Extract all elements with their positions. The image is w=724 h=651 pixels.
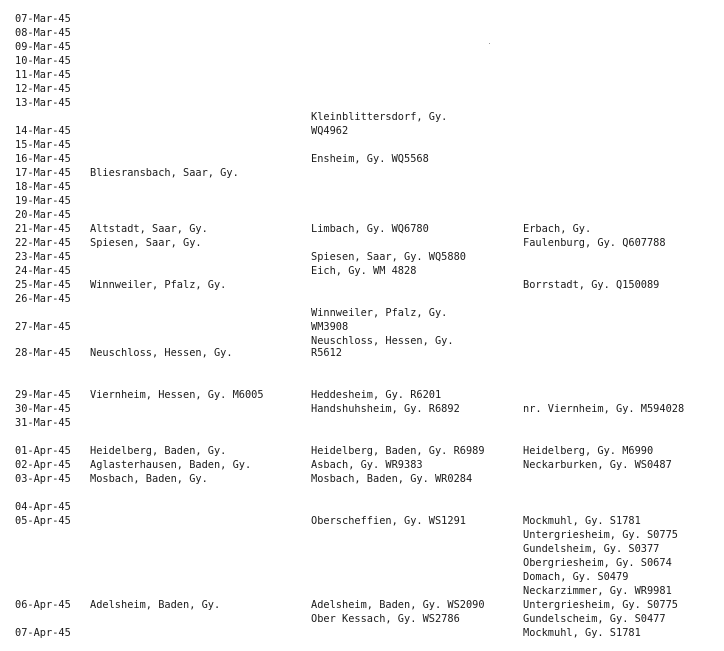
place-cell: WQ4962 xyxy=(311,125,349,137)
date-cell: 04-Apr-45 xyxy=(15,501,71,513)
date-cell: 15-Mar-45 xyxy=(15,139,71,151)
place-cell: Adelsheim, Baden, Gy. WS2090 xyxy=(311,599,485,611)
place-cell: Heidelberg, Baden, Gy. R6989 xyxy=(311,445,485,457)
place-cell: Kleinblittersdorf, Gy. xyxy=(311,111,448,123)
place-secondary-cell: Domach, Gy. S0479 xyxy=(523,571,629,583)
place-secondary-cell: Neckarburken, Gy. WS0487 xyxy=(523,459,672,471)
date-cell: 07-Mar-45 xyxy=(15,13,71,25)
date-cell: 17-Mar-45 xyxy=(15,167,71,179)
place-secondary-cell: Mockmuhl, Gy. S1781 xyxy=(523,627,641,639)
location-cell: Neuschloss, Hessen, Gy. xyxy=(90,347,233,359)
place-secondary-cell: Gundelsheim, Gy. S0377 xyxy=(523,543,660,555)
place-secondary-cell: nr. Viernheim, Gy. M594028 xyxy=(523,403,685,415)
date-cell: 10-Mar-45 xyxy=(15,55,71,67)
place-cell: Handshuhsheim, Gy. R6892 xyxy=(311,403,460,415)
place-cell: Mosbach, Baden, Gy. WR0284 xyxy=(311,473,473,485)
date-cell: 21-Mar-45 xyxy=(15,223,71,235)
place-cell: Oberscheffien, Gy. WS1291 xyxy=(311,515,466,527)
location-cell: Aglasterhausen, Baden, Gy. xyxy=(90,459,252,471)
date-cell: 01-Apr-45 xyxy=(15,445,71,457)
place-secondary-cell: Gundelscheim, Gy. S0477 xyxy=(523,613,666,625)
place-secondary-cell: Obergriesheim, Gy. S0674 xyxy=(523,557,672,569)
place-secondary-cell: Borrstadt, Gy. Q150089 xyxy=(523,279,660,291)
place-cell: Ober Kessach, Gy. WS2786 xyxy=(311,613,460,625)
place-secondary-cell: Mockmuhl, Gy. S1781 xyxy=(523,515,641,527)
date-cell: 23-Mar-45 xyxy=(15,251,71,263)
location-cell: Spiesen, Saar, Gy. xyxy=(90,237,202,249)
place-secondary-cell: Untergriesheim, Gy. S0775 xyxy=(523,599,678,611)
date-cell: 20-Mar-45 xyxy=(15,209,71,221)
place-cell: Asbach, Gy. WR9383 xyxy=(311,459,423,471)
place-cell: Neuschloss, Hessen, Gy. xyxy=(311,335,454,347)
location-cell: Viernheim, Hessen, Gy. M6005 xyxy=(90,389,264,401)
place-secondary-cell: Faulenburg, Gy. Q607788 xyxy=(523,237,666,249)
location-cell: Mosbach, Baden, Gy. xyxy=(90,473,208,485)
date-cell: 03-Apr-45 xyxy=(15,473,71,485)
place-cell: Limbach, Gy. WQ6780 xyxy=(311,223,429,235)
date-cell: 26-Mar-45 xyxy=(15,293,71,305)
date-cell: 08-Mar-45 xyxy=(15,27,71,39)
date-cell: 05-Apr-45 xyxy=(15,515,71,527)
date-cell: 18-Mar-45 xyxy=(15,181,71,193)
location-cell: Altstadt, Saar, Gy. xyxy=(90,223,208,235)
location-cell: Bliesransbach, Saar, Gy. xyxy=(90,167,239,179)
place-secondary-cell: Erbach, Gy. xyxy=(523,223,592,235)
date-cell: 24-Mar-45 xyxy=(15,265,71,277)
place-secondary-cell: Heidelberg, Gy. M6990 xyxy=(523,445,654,457)
date-cell: 25-Mar-45 xyxy=(15,279,71,291)
date-cell: 02-Apr-45 xyxy=(15,459,71,471)
date-cell: 09-Mar-45 xyxy=(15,41,71,53)
date-cell: 16-Mar-45 xyxy=(15,153,71,165)
date-cell: 27-Mar-45 xyxy=(15,321,71,333)
place-cell: Spiesen, Saar, Gy. WQ5880 xyxy=(311,251,466,263)
place-cell: Heddesheim, Gy. R6201 xyxy=(311,389,442,401)
date-cell: 19-Mar-45 xyxy=(15,195,71,207)
date-cell: 30-Mar-45 xyxy=(15,403,71,415)
location-cell: Heidelberg, Baden, Gy. xyxy=(90,445,227,457)
date-cell: 22-Mar-45 xyxy=(15,237,71,249)
date-cell: 14-Mar-45 xyxy=(15,125,71,137)
location-cell: Adelsheim, Baden, Gy. xyxy=(90,599,221,611)
place-cell: Winnweiler, Pfalz, Gy. xyxy=(311,307,448,319)
location-cell: Winnweiler, Pfalz, Gy. xyxy=(90,279,227,291)
date-cell: 13-Mar-45 xyxy=(15,97,71,109)
place-cell: Eich, Gy. WM 4828 xyxy=(311,265,417,277)
date-cell: 06-Apr-45 xyxy=(15,599,71,611)
date-cell: 28-Mar-45 xyxy=(15,347,71,359)
date-cell: 11-Mar-45 xyxy=(15,69,71,81)
date-cell: 12-Mar-45 xyxy=(15,83,71,95)
place-cell: R5612 xyxy=(311,347,342,359)
date-cell: 29-Mar-45 xyxy=(15,389,71,401)
place-cell: WM3908 xyxy=(311,321,349,333)
date-cell: 31-Mar-45 xyxy=(15,417,71,429)
date-cell: 07-Apr-45 xyxy=(15,627,71,639)
place-secondary-cell: Untergriesheim, Gy. S0775 xyxy=(523,529,678,541)
scan-speck xyxy=(489,43,490,44)
place-secondary-cell: Neckarzimmer, Gy. WR9981 xyxy=(523,585,672,597)
place-cell: Ensheim, Gy. WQ5568 xyxy=(311,153,429,165)
